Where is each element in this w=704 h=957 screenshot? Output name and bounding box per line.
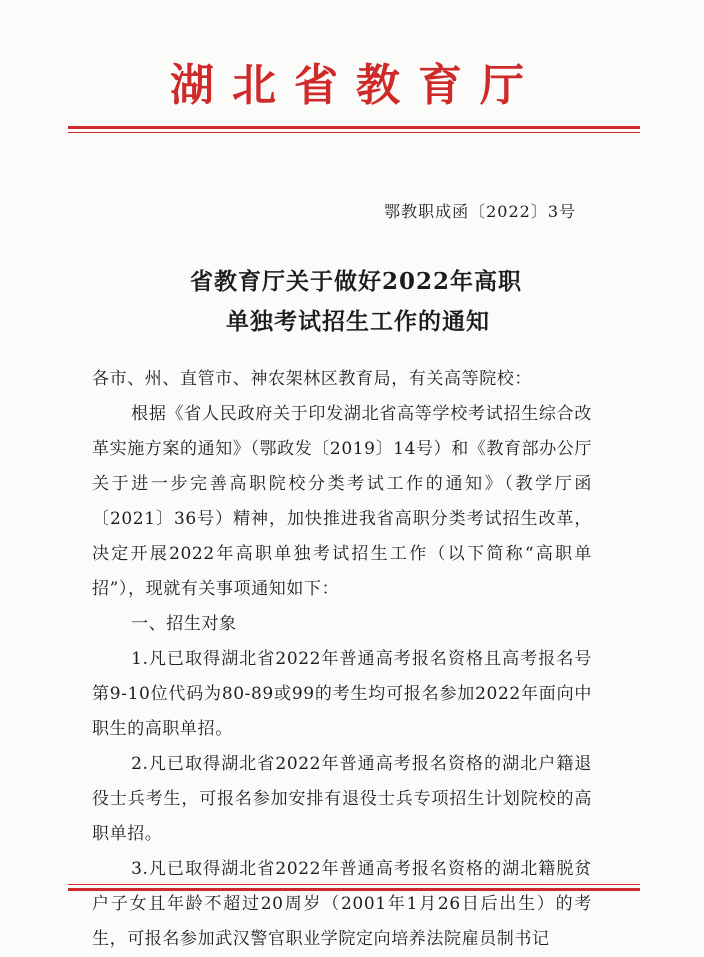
- list-item: 3.凡已取得湖北省2022年普通高考报名资格的湖北籍脱贫户子女且年龄不超过20周岁（2001年1月26日后出生）的考生，可报名参加武汉警官职业学院定向培养法院雇员制书记: [92, 859, 592, 949]
- document-number: 鄂教职成函〔2022〕3号: [384, 202, 576, 221]
- footer-red-rule-thin: [68, 884, 640, 885]
- intro-paragraph: 根据《省人民政府关于印发湖北省高等学校考试招生综合改革实施方案的通知》（鄂政发〔2019〕14号）和《教育部办公厅关于进一步完善高职院校分类考试工作的通知》（教学厅函〔2021〕36号）精神，加快推进我省高职分类考试招生改革，决定开展2022年高职单独考试招生工作（以下简称“高职单招”），现就有关事项通知如下：: [92, 404, 592, 599]
- letterhead-title: 湖北省教育厅: [170, 60, 542, 111]
- list-item: 2.凡已取得湖北省2022年普通高考报名资格的湖北户籍退役士兵考生，可报名参加安排有退役士兵专项招生计划院校的高职单招。: [92, 754, 592, 844]
- salutation: 各市、州、直管市、神农架林区教育局，有关高等院校：: [92, 369, 532, 389]
- document-title-line-2: 单独考试招生工作的通知: [226, 308, 490, 335]
- footer-red-rule: [68, 888, 640, 891]
- letterhead-red-rule: [68, 126, 640, 129]
- section-heading: 一、招生对象: [131, 614, 237, 634]
- letterhead-red-rule-thin: [68, 132, 640, 133]
- list-item: 1.凡已取得湖北省2022年普通高考报名资格且高考报名号第9-10位代码为80-89或99的考生均可报名参加2022年面向中职生的高职单招。: [92, 649, 592, 739]
- document-title-line-1: 省教育厅关于做好2022年高职: [189, 268, 522, 295]
- document-body: [92, 362, 592, 957]
